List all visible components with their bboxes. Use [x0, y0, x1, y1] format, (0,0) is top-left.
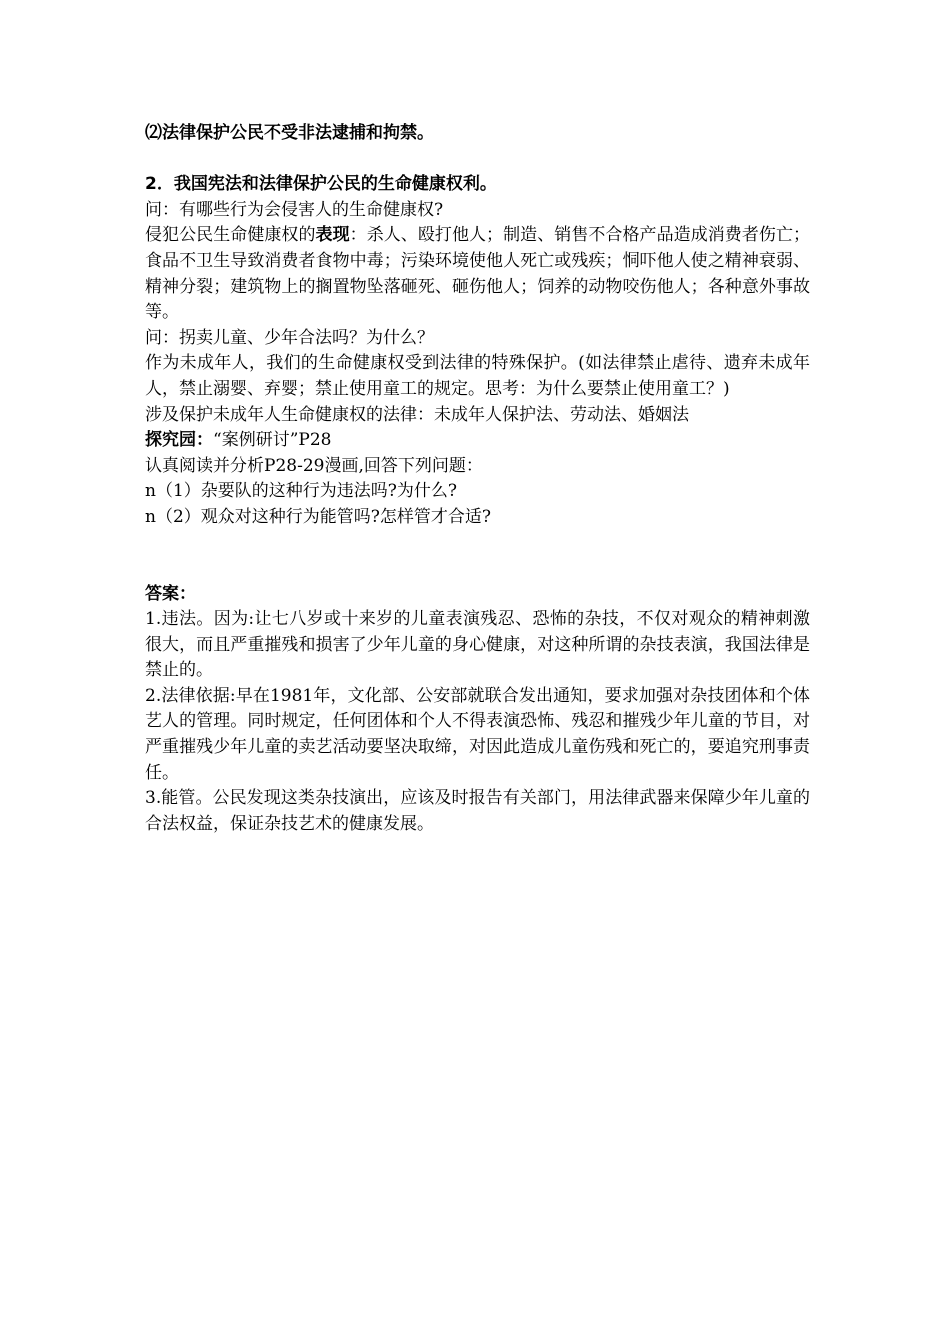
spacer [145, 531, 810, 582]
infringe-bold-term: 表现 [315, 225, 350, 246]
question-trafficking: 问：拐卖儿童、少年合法吗？为什么？ [145, 327, 434, 348]
spacer [145, 147, 810, 173]
section2-heading: 2．我国宪法和法律保护公民的生命健康权利。 [145, 174, 497, 195]
explore-label: 探究园： [145, 430, 213, 451]
question-2: n（2）观众对这种行为能管吗?怎样管才合适? [145, 506, 491, 527]
read-prompt: 认真阅读并分析P28-29漫画,回答下列问题： [145, 455, 483, 476]
infringe-prefix: 侵犯公民生命健康权的 [145, 225, 316, 246]
answer-2: 2.法律依据:早在1981年，文化部、公安部就联合发出通知，要求加强对杂技团体和个体艺人的管理。同时规定，任何团体和个人不得表演恐怖、残忍和摧残少年儿童的节目，对严重摧残少年儿童的卖艺活动要坚决取缔，对因此造成儿童伤残和死亡的，要追究刑事责任。 [145, 685, 810, 783]
minor-protection-paragraph: 作为未成年人，我们的生命健康权受到法律的特殊保护。(如法律禁止虐待、遗弃未成年人，禁止溺婴、弃婴；禁止使用童工的规定。思考：为什么要禁止使用童工？) [145, 353, 810, 399]
answers-heading: 答案： [145, 583, 196, 604]
answer-1: 1.违法。因为:让七八岁或十来岁的儿童表演残忍、恐怖的杂技，不仅对观众的精神刺激很大，而且严重摧残和损害了少年儿童的身心健康，对这种所谓的杂技表演，我国法律是禁止的。 [145, 609, 810, 681]
answer-3: 3.能管。公民发现这类杂技演出，应该及时报告有关部门，用法律武器来保障少年儿童的合法权益，保证杂技艺术的健康发展。 [145, 788, 810, 834]
infringe-text: ：杀人、殴打他人；制造、销售不合格产品造成消费者伤亡；食品不卫生导致消费者食物中毒；污染环境使他人死亡或残疾；恫吓他人使之精神衰弱、精神分裂；建筑物上的搁置物坠落砸死、砸伤他人；饲养的动物咬伤他人；各种意外事故等。 [145, 225, 811, 323]
infringe-paragraph [145, 223, 810, 325]
document-page [145, 121, 810, 837]
explore-text: “案例研讨”P28 [213, 430, 332, 451]
question-1: n（1）杂要队的这种行为违法吗?为什么? [145, 481, 457, 502]
laws-line: 涉及保护未成年人生命健康权的法律：未成年人保护法、劳动法、婚姻法 [145, 404, 689, 425]
question-infringe: 问：有哪些行为会侵害人的生命健康权? [145, 199, 444, 220]
section1-heading: ⑵法律保护公民不受非法逮捕和拘禁。 [145, 123, 434, 143]
explore-line [145, 428, 810, 454]
